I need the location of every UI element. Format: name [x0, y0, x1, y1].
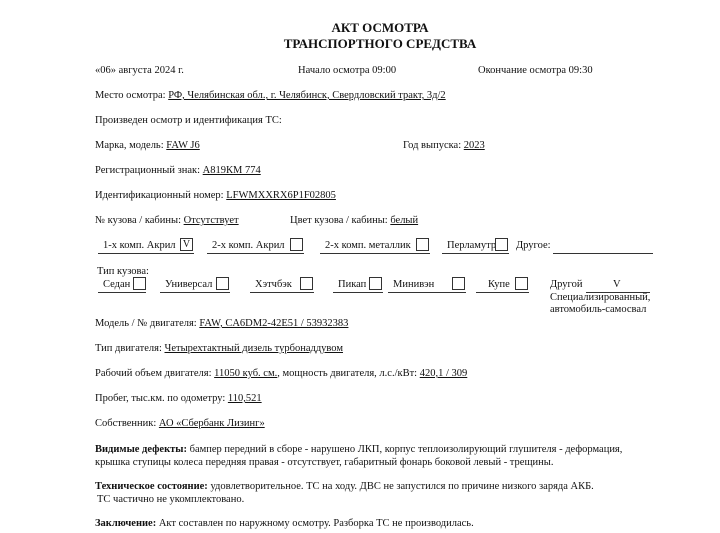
conclusion-text: Акт составлен по наружному осмотру. Разборка ТС не производилась.	[156, 518, 474, 529]
body-number	[95, 215, 239, 228]
engine-model-value: FAW, CA6DM2-42E51 / 53932383	[199, 318, 349, 329]
engine-type-value: Четырехтактный дизель турбонаддувом	[164, 343, 343, 354]
body-other-label: Другой	[550, 279, 583, 290]
body-other-text-line1: Специализированный,	[550, 292, 651, 303]
paint-acrylic-2k-checkbox[interactable]	[290, 238, 303, 251]
displacement-value: 11050 куб. см.	[214, 368, 278, 379]
mileage-value: 110,521	[227, 393, 262, 404]
body-type-label: Тип кузова:	[97, 266, 149, 277]
reg-value: А819КМ 774	[202, 165, 261, 176]
body-sedan-checkbox[interactable]	[133, 277, 146, 290]
engine-model-label: Модель / № двигателя:	[95, 318, 200, 329]
paint-acrylic-1k-label: 1-х комп. Акрил	[103, 240, 176, 251]
body-underline-minivan	[388, 292, 466, 293]
inspection-place-value: РФ, Челябинская обл., г. Челябинск, Свердловский тракт, 3д/2	[168, 90, 446, 101]
conclusion-label: Заключение:	[95, 518, 157, 529]
vehicle-year	[403, 140, 485, 153]
body-universal-checkbox[interactable]	[216, 277, 229, 290]
engine-type-label: Тип двигателя:	[95, 343, 165, 354]
paint-underline-4	[442, 253, 509, 254]
body-hatchback-checkbox[interactable]	[300, 277, 313, 290]
make-value: FAW J6	[166, 140, 200, 151]
paint-metallic-2k-checkbox[interactable]	[416, 238, 429, 251]
body-sedan-label: Седан	[103, 279, 131, 290]
body-coupe-label: Купе	[488, 279, 510, 290]
paint-other-line[interactable]	[553, 253, 653, 254]
paint-metallic-2k-label: 2-х комп. металлик	[325, 240, 411, 251]
vehicle-make-model	[95, 140, 200, 153]
power-label: , мощность двигателя, л.с./кВт:	[277, 368, 420, 379]
make-label: Марка, модель:	[95, 140, 167, 151]
reg-label: Регистрационный знак:	[95, 165, 203, 176]
body-coupe-checkbox[interactable]	[515, 277, 528, 290]
paint-other-label: Другое:	[516, 240, 551, 251]
paint-acrylic-2k-label: 2-х комп. Акрил	[212, 240, 285, 251]
tech-label: Техническое состояние:	[95, 481, 208, 492]
color-label: Цвет кузова / кабины:	[290, 215, 391, 226]
inspection-place-label: Место осмотра:	[95, 90, 169, 101]
registration-plate	[95, 165, 261, 178]
inspection-place	[95, 90, 446, 103]
paint-pearl-checkbox[interactable]	[495, 238, 508, 251]
body-no-value: Отсутствует	[183, 215, 239, 226]
body-color	[290, 215, 418, 228]
vin-label: Идентификационный номер:	[95, 190, 227, 201]
paint-underline-2	[207, 253, 304, 254]
document-title-line1: АКТ ОСМОТРА	[331, 20, 429, 35]
body-underline-sedan	[98, 292, 146, 293]
engine-type	[95, 343, 343, 356]
vin-number	[95, 190, 336, 203]
inspection-end-time: Окончание осмотра 09:30	[478, 65, 593, 76]
body-minivan-checkbox[interactable]	[452, 277, 465, 290]
year-label: Год выпуска:	[403, 140, 464, 151]
displacement-label: Рабочий объем двигателя:	[95, 368, 215, 379]
technical-condition-line1	[95, 481, 594, 494]
owner-value: АО «Сбербанк Лизинг»	[158, 418, 265, 429]
engine-model	[95, 318, 348, 331]
visible-defects-line1	[95, 444, 622, 457]
power-value: 420,1 / 309	[419, 368, 468, 379]
owner-label: Собственник:	[95, 418, 159, 429]
visible-defects-line2: крышка ступицы колеса передняя правая - отсутствует, габаритный фонарь боковой левый - трещины.	[95, 457, 554, 468]
mileage-label: Пробег, тыс.км. по одометру:	[95, 393, 228, 404]
inspection-note: Произведен осмотр и идентификация ТС:	[95, 115, 282, 126]
body-pickup-checkbox[interactable]	[369, 277, 382, 290]
color-value: белый	[390, 215, 419, 226]
tech-text-1: удовлетворительное. ТС на ходу. ДВС не запустился по причине низкого заряда АКБ.	[207, 481, 594, 492]
body-underline-coupe	[476, 292, 529, 293]
body-pickup-label: Пикап	[338, 279, 367, 290]
body-minivan-label: Минивэн	[393, 279, 435, 290]
defects-label: Видимые дефекты:	[95, 444, 187, 455]
paint-underline-3	[320, 253, 430, 254]
body-other-mark: V	[613, 279, 621, 290]
body-other-text-line2: автомобиль-самосвал	[550, 304, 647, 315]
body-underline-universal	[160, 292, 230, 293]
conclusion	[95, 518, 474, 531]
mileage	[95, 393, 262, 406]
body-hatchback-label: Хэтчбэк	[255, 279, 292, 290]
defects-text-1: бампер передний в сборе - нарушено ЛКП, корпус теплоизолирующий глушителя - деформация,	[186, 444, 623, 455]
owner	[95, 418, 265, 431]
paint-pearl-label: Перламутр	[447, 240, 497, 251]
body-no-label: № кузова / кабины:	[95, 215, 184, 226]
paint-underline-1	[98, 253, 194, 254]
body-underline-pickup	[333, 292, 383, 293]
paint-acrylic-1k-checkbox[interactable]: V	[180, 238, 193, 251]
engine-displacement-power	[95, 368, 467, 381]
year-value: 2023	[463, 140, 485, 151]
inspection-start-time: Начало осмотра 09:00	[298, 65, 397, 76]
body-universal-label: Универсал	[165, 279, 213, 290]
technical-condition-line2: ТС частично не укомплектовано.	[97, 494, 245, 505]
document-title-line2: ТРАНСПОРТНОГО СРЕДСТВА	[283, 36, 477, 51]
vin-value: LFWMXXRX6P1F02805	[226, 190, 336, 201]
body-underline-hatchback	[250, 292, 314, 293]
inspection-date: «06» августа 2024 г.	[95, 65, 184, 76]
